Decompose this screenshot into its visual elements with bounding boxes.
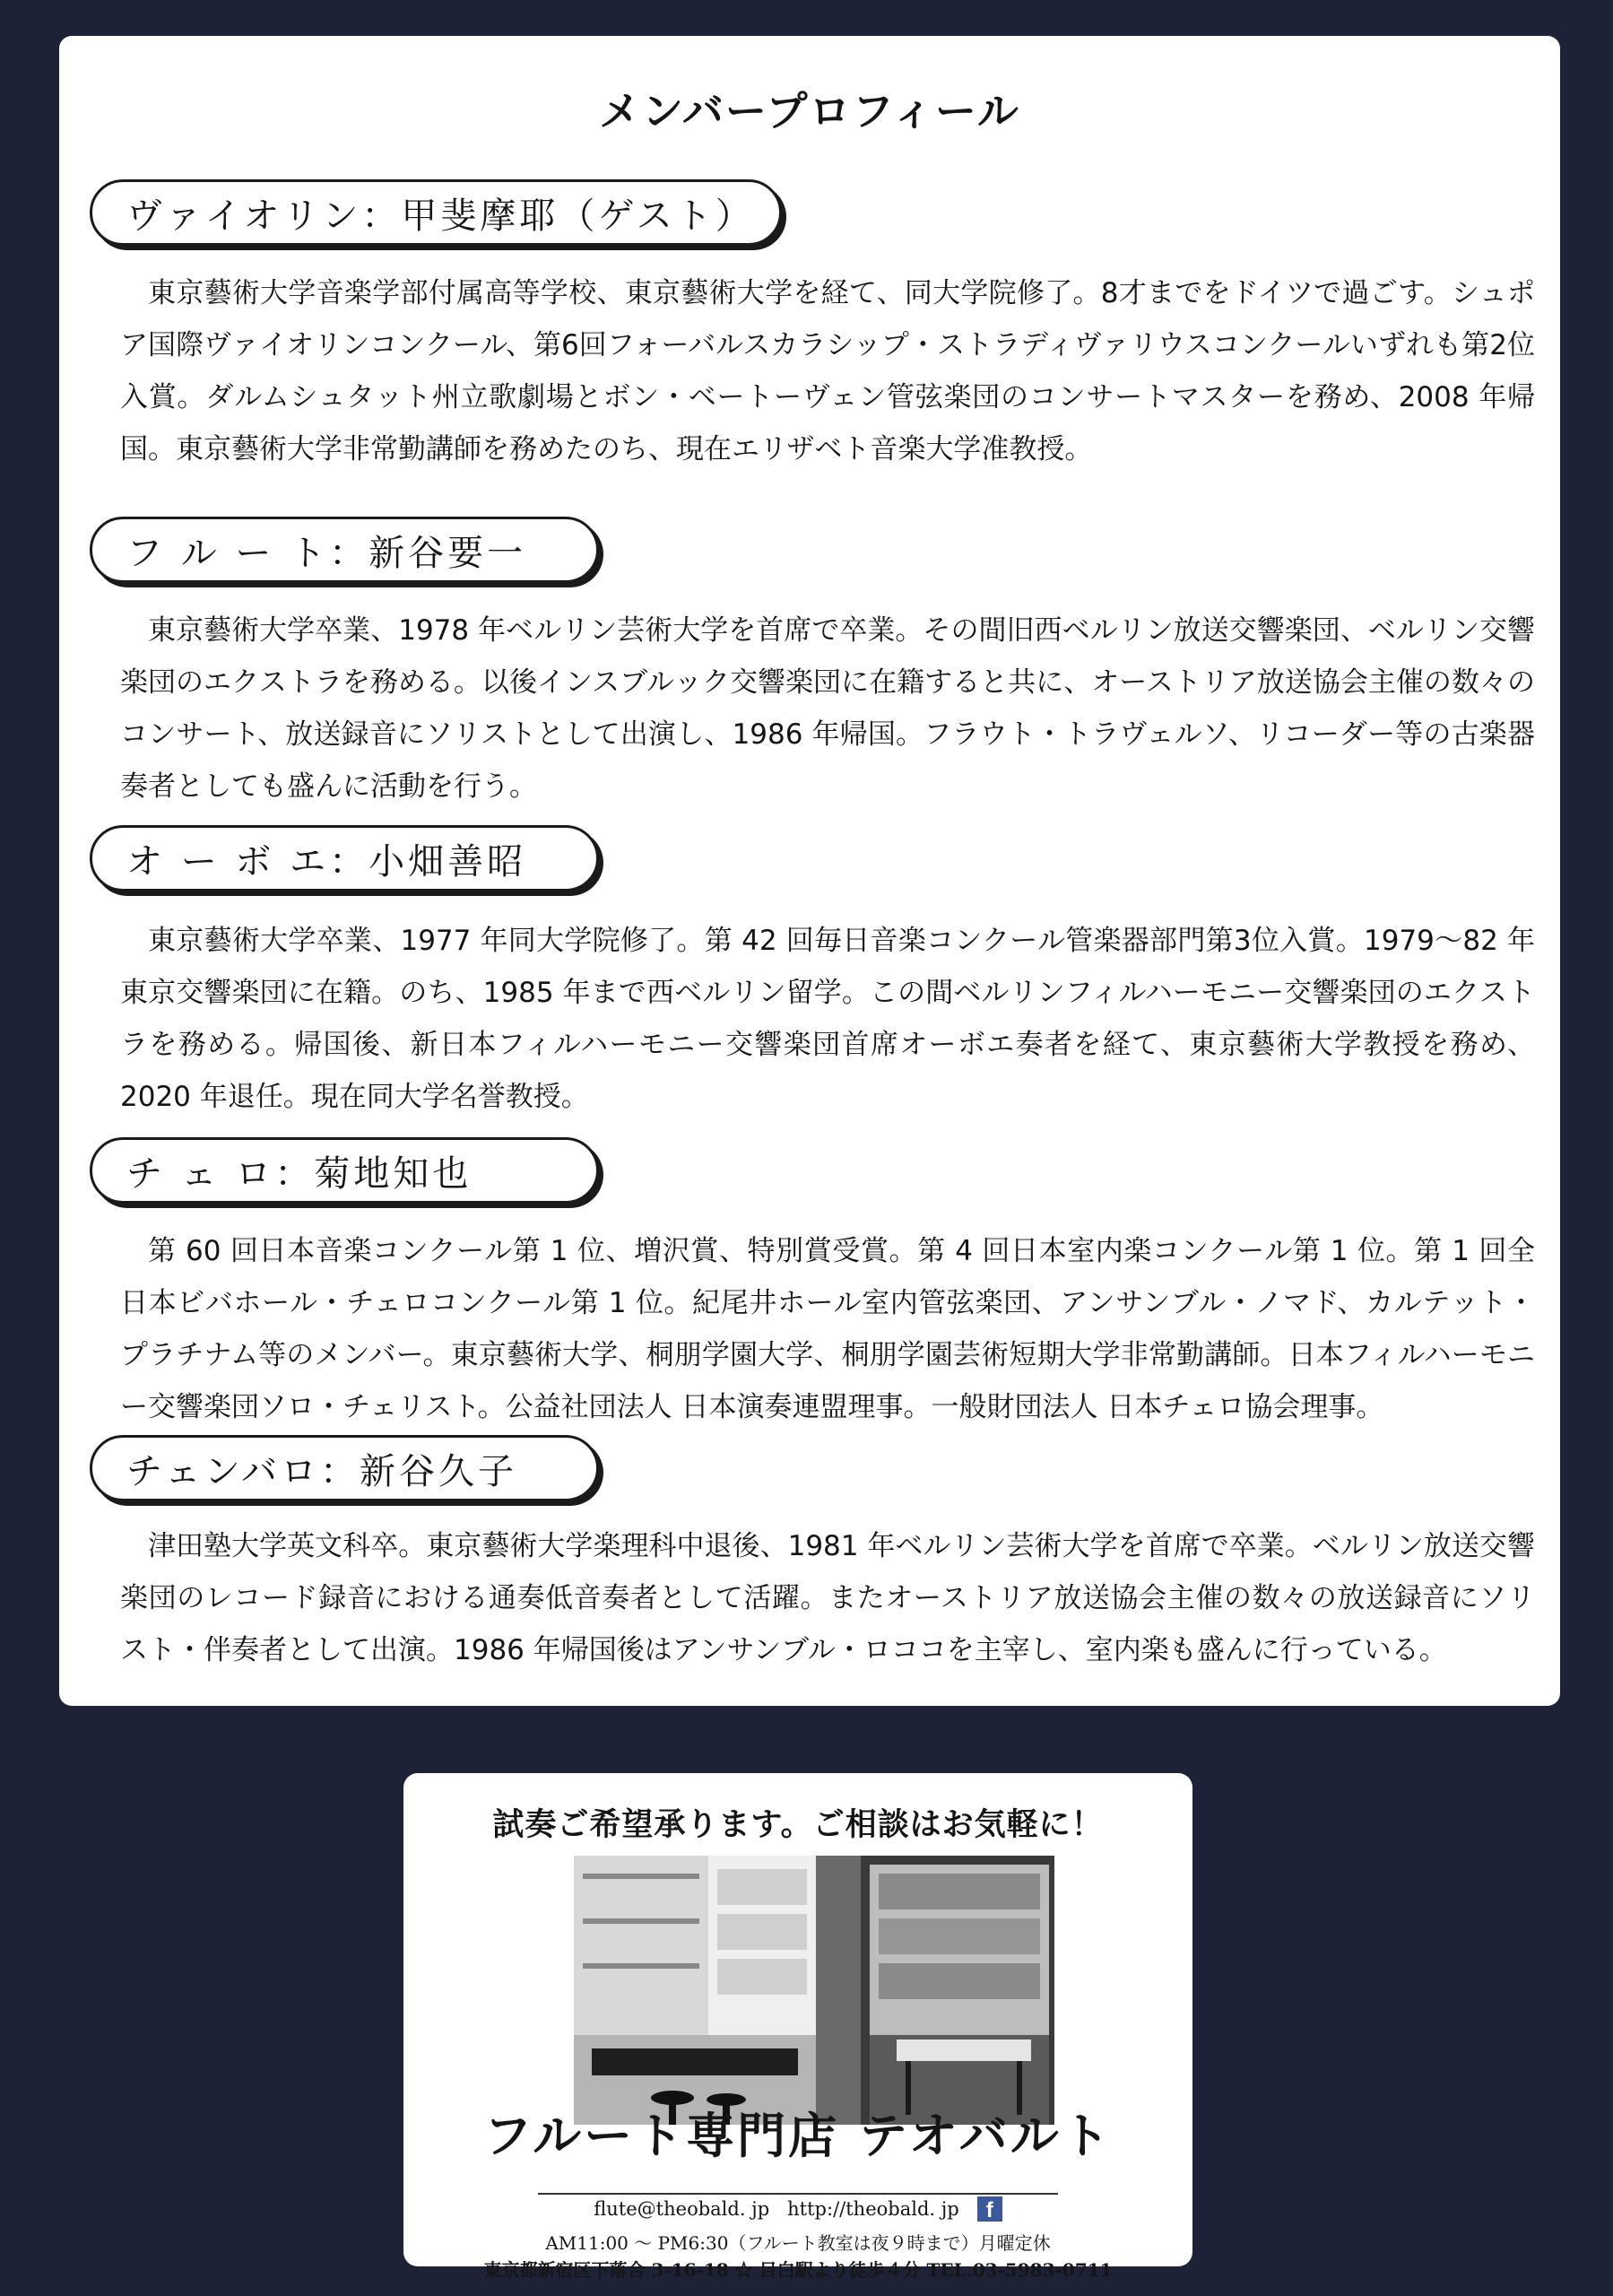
divider xyxy=(538,2193,1058,2195)
shop-address: 東京都新宿区下落合 3-16-18 ☆ 目白駅より徒歩４分 TEL.03-5983-0711 xyxy=(483,2259,1113,2281)
shop-interior-illustration xyxy=(574,1856,1054,2125)
bio-flute: 東京藝術大学卒業、1978 年ベルリン芸術大学を首席で卒業。その間旧西ベルリン放送交響楽団、ベルリン交響楽団のエクストラを務める。以後インスブルック交響楽団に在籍すると共に、オーストリア放送協会主催の数々のコンサート、放送録音にソリストとして出演し、1986 年帰国。フラウト・トラヴェルソ、リコーダー等の古楽器奏者としても盛んに活動を行う。 xyxy=(120,614,1535,803)
shop-name: フルート専門店 テオバルト xyxy=(483,2108,1113,2164)
profile-title: メンバープロフィール xyxy=(599,87,1020,135)
shop-interior-photo xyxy=(574,1856,1054,2125)
bio-cello: 第 60 回日本音楽コンクール第 1 位、増沢賞、特別賞受賞。第 4 回日本室内楽コンクール第 1 位。第 1 回全日本ビバホール・チェロコンクール第 1 位。紀尾井ホール室内管弦楽団、アンサンブル・ノマド、カルテット・プラチナム等のメンバー。東京藝術大学、桐朋学園大学、桐朋学園芸術短期大学非常勤講師。日本フィルハーモニー交響楽団ソロ・チェリスト。公益社団法人 日本演奏連盟理事。一般財団法人 日本チェロ協会理事。 xyxy=(120,1235,1535,1423)
shop-contact xyxy=(403,2196,1192,2222)
facebook-icon[interactable]: f xyxy=(977,2196,1002,2222)
section-label-cembalo: チェンバロ：新谷久子 xyxy=(90,1435,599,1501)
shop-hours: AM11:00 ～ PM6:30（フルート教室は夜９時まで）月曜定休 xyxy=(545,2232,1051,2254)
shop-advert xyxy=(403,1773,1192,2281)
shop-url-link[interactable]: http://theobald. jp xyxy=(787,2198,959,2220)
shop-slogan: 試奏ご希望承ります。ご相談はお気軽に！ xyxy=(492,1807,1104,1843)
bio-oboe: 東京藝術大学卒業、1977 年同大学院修了。第 42 回毎日音楽コンクール管楽器部門第3位入賞。1979～82 年東京交響楽団に在籍。のち、1985 年まで西ベルリン留学。この間ベルリンフィルハーモニー交響楽団のエクストラを務める。帰国後、新日本フィルハーモニー交響楽団首席オーボエ奏者を経て、東京藝術大学教授を務め、2020 年退任。現在同大学名誉教授。 xyxy=(120,925,1535,1113)
bio-violin: 東京藝術大学音楽学部付属高等学校、東京藝術大学を経て、同大学院修了。8才までをドイツで過ごす。シュポア国際ヴァイオリンコンクール、第6回フォーバルスカラシップ・ストラディヴァリウスコンクールいずれも第2位入賞。ダルムシュタット州立歌劇場とボン・ベートーヴェン管弦楽団のコンサートマスターを務め、2008 年帰国。東京藝術大学非常勤講師を務めたのち、現在エリザベト音楽大学准教授。 xyxy=(120,277,1535,465)
bio-cembalo: 津田塾大学英文科卒。東京藝術大学楽理科中退後、1981 年ベルリン芸術大学を首席で卒業。ベルリン放送交響楽団のレコード録音における通奏低音奏者として活躍。またオーストリア放送協会主催の数々の放送録音にソリスト・伴奏者として出演。1986 年帰国後はアンサンブル・ロココを主宰し、室内楽も盛んに行っている。 xyxy=(120,1530,1535,1666)
shop-email-link[interactable]: flute@theobald. jp xyxy=(594,2198,770,2220)
section-label-cello: チ ェ ロ：菊地知也 xyxy=(90,1137,599,1204)
profile-card xyxy=(59,36,1560,1706)
section-label-flute: フ ル ー ト：新谷要一 xyxy=(90,517,599,583)
section-label-violin: ヴァイオリン：甲斐摩耶（ゲスト） xyxy=(90,179,782,246)
section-label-oboe: オ ー ボ エ：小畑善昭 xyxy=(90,825,599,891)
